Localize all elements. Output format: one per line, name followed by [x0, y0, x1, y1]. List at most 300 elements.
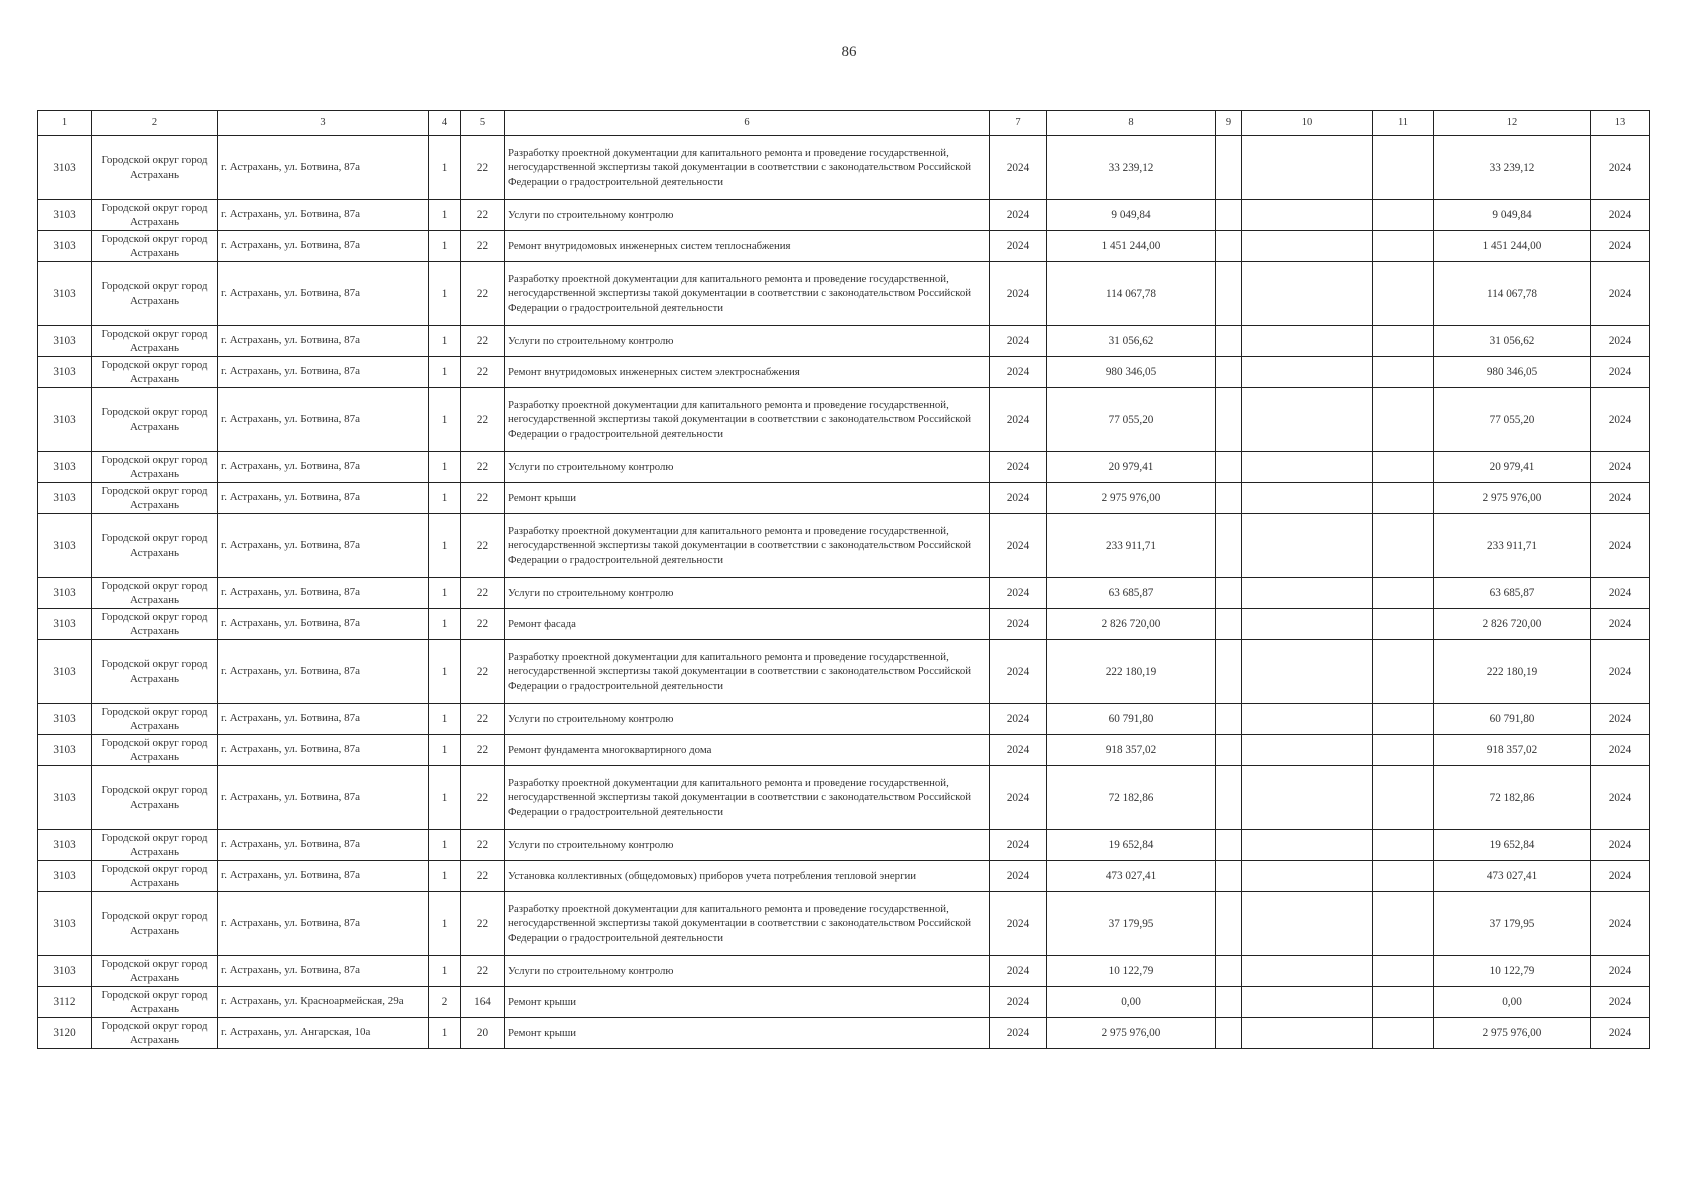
total-cost-cell: 72 182,86 [1434, 766, 1591, 830]
column-10-cell [1242, 766, 1373, 830]
total-cost-cell: 60 791,80 [1434, 704, 1591, 735]
column-header: 6 [505, 111, 990, 136]
work-type-cell: Разработку проектной документации для капитального ремонта и проведение государственной, негосударственной экспертизы такой документации в соответствии с законодательством Российской Федерации о градостроительной деятельности [505, 136, 990, 200]
municipality-cell: Городской округ город Астрахань [92, 861, 218, 892]
column-5-cell: 22 [461, 388, 505, 452]
column-10-cell [1242, 357, 1373, 388]
municipality-cell: Городской округ город Астрахань [92, 578, 218, 609]
completion-year-cell: 2024 [1591, 452, 1650, 483]
column-header: 13 [1591, 111, 1650, 136]
year-cell: 2024 [990, 892, 1047, 956]
completion-year-cell: 2024 [1591, 830, 1650, 861]
municipality-cell: Городской округ город Астрахань [92, 704, 218, 735]
column-4-cell: 1 [429, 136, 461, 200]
table-row [38, 640, 1650, 704]
total-cost-cell: 9 049,84 [1434, 200, 1591, 231]
work-type-cell: Услуги по строительному контролю [505, 578, 990, 609]
address-cell: г. Астрахань, ул. Ботвина, 87а [218, 136, 429, 200]
table-row [38, 609, 1650, 640]
cost-cell: 63 685,87 [1047, 578, 1216, 609]
table-row [38, 735, 1650, 766]
work-type-cell: Услуги по строительному контролю [505, 452, 990, 483]
year-cell: 2024 [990, 136, 1047, 200]
column-5-cell: 22 [461, 357, 505, 388]
municipality-cell: Городской округ город Астрахань [92, 640, 218, 704]
column-11-cell [1373, 830, 1434, 861]
cost-cell: 33 239,12 [1047, 136, 1216, 200]
cost-cell: 114 067,78 [1047, 262, 1216, 326]
column-5-cell: 22 [461, 452, 505, 483]
municipality-cell: Городской округ город Астрахань [92, 892, 218, 956]
table-row [38, 514, 1650, 578]
year-cell: 2024 [990, 326, 1047, 357]
year-cell: 2024 [990, 735, 1047, 766]
table-row [38, 1018, 1650, 1049]
column-9-cell [1216, 514, 1242, 578]
column-9-cell [1216, 704, 1242, 735]
column-5-cell: 22 [461, 231, 505, 262]
column-9-cell [1216, 735, 1242, 766]
column-header: 3 [218, 111, 429, 136]
year-cell: 2024 [990, 262, 1047, 326]
column-11-cell [1373, 388, 1434, 452]
year-cell: 2024 [990, 452, 1047, 483]
column-4-cell: 1 [429, 640, 461, 704]
column-5-cell: 22 [461, 136, 505, 200]
column-5-cell: 22 [461, 609, 505, 640]
column-4-cell: 1 [429, 326, 461, 357]
column-number-row [38, 111, 1650, 136]
total-cost-cell: 77 055,20 [1434, 388, 1591, 452]
column-4-cell: 1 [429, 514, 461, 578]
year-cell: 2024 [990, 357, 1047, 388]
address-cell: г. Астрахань, ул. Ботвина, 87а [218, 483, 429, 514]
column-10-cell [1242, 892, 1373, 956]
page-number: 86 [841, 44, 857, 60]
year-cell: 2024 [990, 640, 1047, 704]
column-header: 9 [1216, 111, 1242, 136]
column-11-cell [1373, 483, 1434, 514]
municipality-cell: Городской округ город Астрахань [92, 735, 218, 766]
table-row [38, 892, 1650, 956]
object-number-cell: 3103 [38, 830, 92, 861]
address-cell: г. Астрахань, ул. Ботвина, 87а [218, 231, 429, 262]
object-number-cell: 3103 [38, 956, 92, 987]
column-5-cell: 22 [461, 830, 505, 861]
year-cell: 2024 [990, 483, 1047, 514]
completion-year-cell: 2024 [1591, 1018, 1650, 1049]
work-type-cell: Ремонт крыши [505, 987, 990, 1018]
column-5-cell: 22 [461, 514, 505, 578]
column-5-cell: 22 [461, 326, 505, 357]
total-cost-cell: 63 685,87 [1434, 578, 1591, 609]
table-row [38, 452, 1650, 483]
object-number-cell: 3103 [38, 892, 92, 956]
work-type-cell: Ремонт крыши [505, 483, 990, 514]
year-cell: 2024 [990, 830, 1047, 861]
table-row [38, 200, 1650, 231]
municipality-cell: Городской округ город Астрахань [92, 388, 218, 452]
table-row [38, 388, 1650, 452]
cost-cell: 72 182,86 [1047, 766, 1216, 830]
year-cell: 2024 [990, 987, 1047, 1018]
completion-year-cell: 2024 [1591, 136, 1650, 200]
work-type-cell: Разработку проектной документации для капитального ремонта и проведение государственной, негосударственной экспертизы такой документации в соответствии с законодательством Российской Федерации о градостроительной деятельности [505, 388, 990, 452]
table-row [38, 578, 1650, 609]
column-9-cell [1216, 231, 1242, 262]
cost-cell: 1 451 244,00 [1047, 231, 1216, 262]
object-number-cell: 3103 [38, 578, 92, 609]
column-10-cell [1242, 388, 1373, 452]
cost-cell: 9 049,84 [1047, 200, 1216, 231]
table-row [38, 704, 1650, 735]
column-5-cell: 22 [461, 956, 505, 987]
column-5-cell: 22 [461, 200, 505, 231]
table-row [38, 861, 1650, 892]
completion-year-cell: 2024 [1591, 987, 1650, 1018]
object-number-cell: 3120 [38, 1018, 92, 1049]
year-cell: 2024 [990, 231, 1047, 262]
column-9-cell [1216, 357, 1242, 388]
work-type-cell: Услуги по строительному контролю [505, 830, 990, 861]
total-cost-cell: 20 979,41 [1434, 452, 1591, 483]
work-type-cell: Услуги по строительному контролю [505, 704, 990, 735]
column-11-cell [1373, 956, 1434, 987]
table-row [38, 956, 1650, 987]
column-5-cell: 22 [461, 578, 505, 609]
column-4-cell: 1 [429, 578, 461, 609]
table-row [38, 357, 1650, 388]
work-type-cell: Разработку проектной документации для капитального ремонта и проведение государственной, негосударственной экспертизы такой документации в соответствии с законодательством Российской Федерации о градостроительной деятельности [505, 766, 990, 830]
table-row [38, 262, 1650, 326]
address-cell: г. Астрахань, ул. Ботвина, 87а [218, 578, 429, 609]
column-11-cell [1373, 1018, 1434, 1049]
municipality-cell: Городской округ город Астрахань [92, 262, 218, 326]
table-row [38, 231, 1650, 262]
column-4-cell: 1 [429, 609, 461, 640]
column-11-cell [1373, 357, 1434, 388]
work-type-cell: Ремонт внутридомовых инженерных систем теплоснабжения [505, 231, 990, 262]
municipality-cell: Городской округ город Астрахань [92, 326, 218, 357]
completion-year-cell: 2024 [1591, 357, 1650, 388]
cost-cell: 0,00 [1047, 987, 1216, 1018]
object-number-cell: 3103 [38, 483, 92, 514]
address-cell: г. Астрахань, ул. Ботвина, 87а [218, 735, 429, 766]
table-row [38, 766, 1650, 830]
year-cell: 2024 [990, 956, 1047, 987]
column-9-cell [1216, 452, 1242, 483]
total-cost-cell: 10 122,79 [1434, 956, 1591, 987]
work-type-cell: Ремонт крыши [505, 1018, 990, 1049]
column-9-cell [1216, 578, 1242, 609]
object-number-cell: 3103 [38, 609, 92, 640]
cost-cell: 77 055,20 [1047, 388, 1216, 452]
column-4-cell: 1 [429, 452, 461, 483]
column-11-cell [1373, 262, 1434, 326]
column-5-cell: 22 [461, 704, 505, 735]
total-cost-cell: 37 179,95 [1434, 892, 1591, 956]
column-11-cell [1373, 766, 1434, 830]
column-10-cell [1242, 231, 1373, 262]
column-5-cell: 22 [461, 735, 505, 766]
column-9-cell [1216, 200, 1242, 231]
municipality-cell: Городской округ город Астрахань [92, 609, 218, 640]
year-cell: 2024 [990, 200, 1047, 231]
year-cell: 2024 [990, 861, 1047, 892]
completion-year-cell: 2024 [1591, 640, 1650, 704]
completion-year-cell: 2024 [1591, 483, 1650, 514]
cost-cell: 980 346,05 [1047, 357, 1216, 388]
total-cost-cell: 222 180,19 [1434, 640, 1591, 704]
cost-cell: 31 056,62 [1047, 326, 1216, 357]
work-type-cell: Разработку проектной документации для капитального ремонта и проведение государственной, негосударственной экспертизы такой документации в соответствии с законодательством Российской Федерации о градостроительной деятельности [505, 262, 990, 326]
work-type-cell: Разработку проектной документации для капитального ремонта и проведение государственной, негосударственной экспертизы такой документации в соответствии с законодательством Российской Федерации о градостроительной деятельности [505, 640, 990, 704]
work-type-cell: Разработку проектной документации для капитального ремонта и проведение государственной, негосударственной экспертизы такой документации в соответствии с законодательством Российской Федерации о градостроительной деятельности [505, 892, 990, 956]
object-number-cell: 3103 [38, 200, 92, 231]
table-row [38, 326, 1650, 357]
column-11-cell [1373, 452, 1434, 483]
municipality-cell: Городской округ город Астрахань [92, 452, 218, 483]
column-4-cell: 1 [429, 861, 461, 892]
column-10-cell [1242, 262, 1373, 326]
column-11-cell [1373, 861, 1434, 892]
total-cost-cell: 0,00 [1434, 987, 1591, 1018]
object-number-cell: 3103 [38, 262, 92, 326]
column-11-cell [1373, 326, 1434, 357]
column-5-cell: 164 [461, 987, 505, 1018]
column-5-cell: 20 [461, 1018, 505, 1049]
column-5-cell: 22 [461, 766, 505, 830]
total-cost-cell: 1 451 244,00 [1434, 231, 1591, 262]
column-9-cell [1216, 483, 1242, 514]
object-number-cell: 3103 [38, 326, 92, 357]
column-10-cell [1242, 861, 1373, 892]
column-11-cell [1373, 640, 1434, 704]
object-number-cell: 3103 [38, 735, 92, 766]
total-cost-cell: 19 652,84 [1434, 830, 1591, 861]
address-cell: г. Астрахань, ул. Ботвина, 87а [218, 640, 429, 704]
total-cost-cell: 473 027,41 [1434, 861, 1591, 892]
total-cost-cell: 2 826 720,00 [1434, 609, 1591, 640]
municipality-cell: Городской округ город Астрахань [92, 1018, 218, 1049]
cost-cell: 37 179,95 [1047, 892, 1216, 956]
column-9-cell [1216, 956, 1242, 987]
completion-year-cell: 2024 [1591, 892, 1650, 956]
column-9-cell [1216, 326, 1242, 357]
column-5-cell: 22 [461, 483, 505, 514]
column-11-cell [1373, 231, 1434, 262]
completion-year-cell: 2024 [1591, 514, 1650, 578]
address-cell: г. Астрахань, ул. Ботвина, 87а [218, 766, 429, 830]
municipality-cell: Городской округ город Астрахань [92, 830, 218, 861]
column-10-cell [1242, 200, 1373, 231]
column-10-cell [1242, 1018, 1373, 1049]
work-type-cell: Разработку проектной документации для капитального ремонта и проведение государственной, негосударственной экспертизы такой документации в соответствии с законодательством Российской Федерации о градостроительной деятельности [505, 514, 990, 578]
total-cost-cell: 233 911,71 [1434, 514, 1591, 578]
completion-year-cell: 2024 [1591, 326, 1650, 357]
column-4-cell: 1 [429, 388, 461, 452]
column-4-cell: 1 [429, 1018, 461, 1049]
work-type-cell: Установка коллективных (общедомовых) приборов учета потребления тепловой энергии [505, 861, 990, 892]
column-header: 2 [92, 111, 218, 136]
column-11-cell [1373, 704, 1434, 735]
column-4-cell: 1 [429, 483, 461, 514]
total-cost-cell: 2 975 976,00 [1434, 1018, 1591, 1049]
column-10-cell [1242, 514, 1373, 578]
object-number-cell: 3103 [38, 136, 92, 200]
column-9-cell [1216, 830, 1242, 861]
column-10-cell [1242, 452, 1373, 483]
column-10-cell [1242, 578, 1373, 609]
completion-year-cell: 2024 [1591, 609, 1650, 640]
column-4-cell: 1 [429, 231, 461, 262]
cost-cell: 918 357,02 [1047, 735, 1216, 766]
cost-cell: 10 122,79 [1047, 956, 1216, 987]
completion-year-cell: 2024 [1591, 200, 1650, 231]
table-row [38, 830, 1650, 861]
column-4-cell: 1 [429, 956, 461, 987]
work-type-cell: Ремонт внутридомовых инженерных систем электроснабжения [505, 357, 990, 388]
column-9-cell [1216, 766, 1242, 830]
address-cell: г. Астрахань, ул. Ботвина, 87а [218, 326, 429, 357]
total-cost-cell: 33 239,12 [1434, 136, 1591, 200]
address-cell: г. Астрахань, ул. Ботвина, 87а [218, 357, 429, 388]
table-body [38, 136, 1650, 1049]
completion-year-cell: 2024 [1591, 956, 1650, 987]
total-cost-cell: 114 067,78 [1434, 262, 1591, 326]
year-cell: 2024 [990, 1018, 1047, 1049]
total-cost-cell: 2 975 976,00 [1434, 483, 1591, 514]
column-4-cell: 1 [429, 830, 461, 861]
column-4-cell: 1 [429, 704, 461, 735]
column-10-cell [1242, 987, 1373, 1018]
column-10-cell [1242, 735, 1373, 766]
column-4-cell: 1 [429, 262, 461, 326]
column-11-cell [1373, 514, 1434, 578]
municipality-cell: Городской округ город Астрахань [92, 200, 218, 231]
object-number-cell: 3103 [38, 388, 92, 452]
address-cell: г. Астрахань, ул. Красноармейская, 29а [218, 987, 429, 1018]
column-11-cell [1373, 735, 1434, 766]
year-cell: 2024 [990, 704, 1047, 735]
year-cell: 2024 [990, 388, 1047, 452]
column-9-cell [1216, 1018, 1242, 1049]
address-cell: г. Астрахань, ул. Ботвина, 87а [218, 200, 429, 231]
column-header: 12 [1434, 111, 1591, 136]
column-11-cell [1373, 987, 1434, 1018]
column-4-cell: 1 [429, 357, 461, 388]
cost-cell: 19 652,84 [1047, 830, 1216, 861]
capital-repair-table [37, 110, 1650, 1049]
column-11-cell [1373, 136, 1434, 200]
year-cell: 2024 [990, 514, 1047, 578]
object-number-cell: 3112 [38, 987, 92, 1018]
column-10-cell [1242, 704, 1373, 735]
work-type-cell: Услуги по строительному контролю [505, 326, 990, 357]
column-4-cell: 1 [429, 735, 461, 766]
cost-cell: 222 180,19 [1047, 640, 1216, 704]
total-cost-cell: 918 357,02 [1434, 735, 1591, 766]
municipality-cell: Городской округ город Астрахань [92, 136, 218, 200]
column-10-cell [1242, 956, 1373, 987]
column-11-cell [1373, 609, 1434, 640]
municipality-cell: Городской округ город Астрахань [92, 956, 218, 987]
year-cell: 2024 [990, 766, 1047, 830]
cost-cell: 60 791,80 [1047, 704, 1216, 735]
column-4-cell: 2 [429, 987, 461, 1018]
column-4-cell: 1 [429, 200, 461, 231]
completion-year-cell: 2024 [1591, 735, 1650, 766]
column-10-cell [1242, 609, 1373, 640]
object-number-cell: 3103 [38, 231, 92, 262]
year-cell: 2024 [990, 578, 1047, 609]
table-row [38, 136, 1650, 200]
column-header: 7 [990, 111, 1047, 136]
cost-cell: 2 975 976,00 [1047, 1018, 1216, 1049]
address-cell: г. Астрахань, ул. Ботвина, 87а [218, 861, 429, 892]
object-number-cell: 3103 [38, 704, 92, 735]
column-header: 11 [1373, 111, 1434, 136]
municipality-cell: Городской округ город Астрахань [92, 766, 218, 830]
column-10-cell [1242, 326, 1373, 357]
column-4-cell: 1 [429, 892, 461, 956]
address-cell: г. Астрахань, ул. Ботвина, 87а [218, 830, 429, 861]
total-cost-cell: 980 346,05 [1434, 357, 1591, 388]
column-10-cell [1242, 136, 1373, 200]
completion-year-cell: 2024 [1591, 262, 1650, 326]
column-header: 1 [38, 111, 92, 136]
object-number-cell: 3103 [38, 514, 92, 578]
cost-cell: 233 911,71 [1047, 514, 1216, 578]
year-cell: 2024 [990, 609, 1047, 640]
column-11-cell [1373, 200, 1434, 231]
column-10-cell [1242, 830, 1373, 861]
address-cell: г. Астрахань, ул. Ботвина, 87а [218, 452, 429, 483]
municipality-cell: Городской округ город Астрахань [92, 987, 218, 1018]
completion-year-cell: 2024 [1591, 388, 1650, 452]
column-4-cell: 1 [429, 766, 461, 830]
municipality-cell: Городской округ город Астрахань [92, 483, 218, 514]
table-row [38, 987, 1650, 1018]
column-header: 5 [461, 111, 505, 136]
address-cell: г. Астрахань, ул. Ботвина, 87а [218, 956, 429, 987]
column-10-cell [1242, 640, 1373, 704]
column-9-cell [1216, 262, 1242, 326]
completion-year-cell: 2024 [1591, 578, 1650, 609]
column-5-cell: 22 [461, 262, 505, 326]
completion-year-cell: 2024 [1591, 231, 1650, 262]
column-header: 4 [429, 111, 461, 136]
cost-cell: 2 975 976,00 [1047, 483, 1216, 514]
work-type-cell: Услуги по строительному контролю [505, 200, 990, 231]
column-9-cell [1216, 136, 1242, 200]
total-cost-cell: 31 056,62 [1434, 326, 1591, 357]
column-9-cell [1216, 640, 1242, 704]
completion-year-cell: 2024 [1591, 766, 1650, 830]
column-header: 10 [1242, 111, 1373, 136]
column-9-cell [1216, 609, 1242, 640]
column-9-cell [1216, 987, 1242, 1018]
municipality-cell: Городской округ город Астрахань [92, 514, 218, 578]
address-cell: г. Астрахань, ул. Ботвина, 87а [218, 388, 429, 452]
object-number-cell: 3103 [38, 640, 92, 704]
completion-year-cell: 2024 [1591, 704, 1650, 735]
address-cell: г. Астрахань, ул. Ботвина, 87а [218, 514, 429, 578]
completion-year-cell: 2024 [1591, 861, 1650, 892]
cost-cell: 20 979,41 [1047, 452, 1216, 483]
object-number-cell: 3103 [38, 861, 92, 892]
column-10-cell [1242, 483, 1373, 514]
